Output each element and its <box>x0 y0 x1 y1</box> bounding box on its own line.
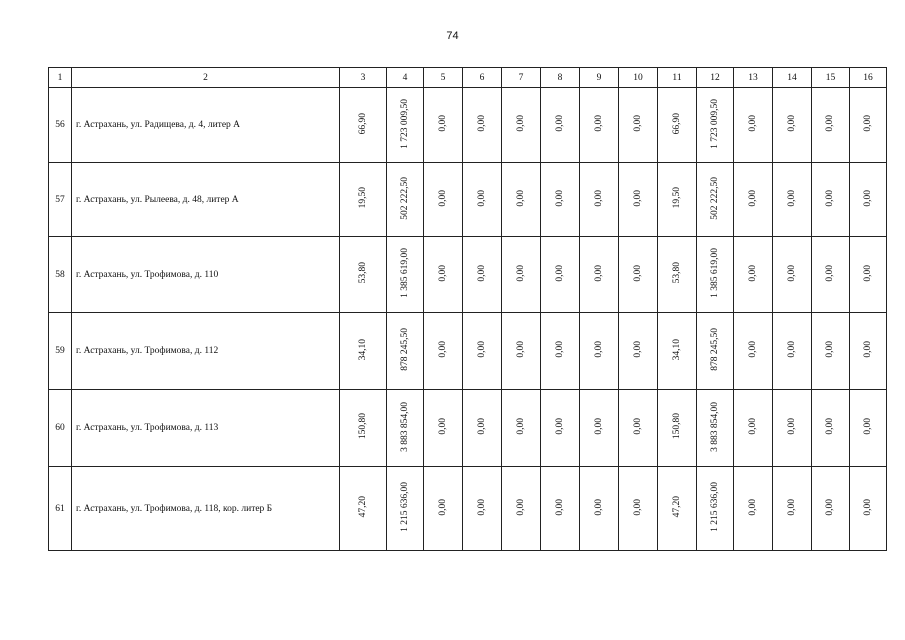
value-text: 0,00 <box>437 264 448 282</box>
value-cell <box>850 88 887 163</box>
value-cell <box>812 467 850 551</box>
value-cell <box>424 237 463 313</box>
value-text: 0,00 <box>593 264 604 282</box>
value-text: 0,00 <box>593 189 604 207</box>
table-row <box>49 163 887 237</box>
value-text: 0,00 <box>515 418 526 435</box>
value-text: 0,00 <box>554 115 565 132</box>
value-cell <box>697 467 734 551</box>
table-row <box>49 237 887 313</box>
value-text: 0,00 <box>593 418 604 435</box>
value-text: 0,00 <box>476 189 487 207</box>
value-cell <box>812 390 850 467</box>
value-text: 0,00 <box>747 189 758 207</box>
value-cell <box>580 88 619 163</box>
value-text: 0,00 <box>862 341 873 358</box>
value-text: 0,00 <box>825 264 835 282</box>
header-row <box>49 68 887 88</box>
value-cell <box>387 237 424 313</box>
value-text: 0,00 <box>632 189 643 207</box>
value-text: 0,00 <box>437 418 448 435</box>
value-cell <box>424 88 463 163</box>
value-text: 0,00 <box>515 189 526 207</box>
row-number: 58 <box>49 237 72 313</box>
value-cell <box>773 237 812 313</box>
table-row <box>49 313 887 390</box>
value-text: 66,90 <box>671 112 682 135</box>
value-cell <box>773 313 812 390</box>
col-header: 9 <box>580 68 619 88</box>
value-text: 1 723 009,50 <box>709 98 720 149</box>
value-text: 34,10 <box>357 338 368 361</box>
value-cell <box>850 390 887 467</box>
col-header: 5 <box>424 68 463 88</box>
value-cell <box>580 237 619 313</box>
value-text: 0,00 <box>747 341 758 358</box>
value-text: 0,00 <box>786 189 797 207</box>
value-cell <box>619 467 658 551</box>
address-cell: г. Астрахань, ул. Радищева, д. 4, литер А <box>72 88 340 163</box>
page-number: 74 <box>446 30 459 42</box>
value-cell <box>387 313 424 390</box>
value-text: 0,00 <box>786 418 797 435</box>
value-text: 0,00 <box>554 341 565 358</box>
value-cell <box>541 467 580 551</box>
value-text: 0,00 <box>554 418 565 435</box>
value-cell <box>658 467 697 551</box>
value-text: 0,00 <box>862 498 873 516</box>
value-cell <box>541 390 580 467</box>
value-cell <box>463 237 502 313</box>
value-text: 47,20 <box>671 496 682 518</box>
value-text: 1 385 619,00 <box>709 248 720 298</box>
value-text: 0,00 <box>437 498 448 516</box>
value-cell <box>850 163 887 237</box>
table-row <box>49 467 887 551</box>
value-text: 0,00 <box>437 115 448 132</box>
value-cell <box>812 88 850 163</box>
value-cell <box>658 237 697 313</box>
row-number: 57 <box>49 163 72 237</box>
row-number: 60 <box>49 390 72 467</box>
value-cell <box>387 88 424 163</box>
value-text: 0,00 <box>437 189 448 207</box>
value-cell <box>850 313 887 390</box>
value-text: 0,00 <box>747 264 758 282</box>
address-cell: г. Астрахань, ул. Трофимова, д. 113 <box>72 390 340 467</box>
value-cell <box>580 390 619 467</box>
value-text: 0,00 <box>632 498 643 516</box>
value-text: 0,00 <box>476 264 487 282</box>
value-cell <box>424 390 463 467</box>
value-cell <box>580 313 619 390</box>
value-cell <box>619 163 658 237</box>
value-cell <box>734 88 773 163</box>
value-cell <box>812 163 850 237</box>
value-cell <box>541 88 580 163</box>
value-cell <box>541 237 580 313</box>
value-text: 53,80 <box>671 262 682 284</box>
data-table <box>48 67 887 551</box>
value-text: 53,80 <box>357 262 368 284</box>
value-cell <box>580 467 619 551</box>
value-cell <box>697 88 734 163</box>
value-cell <box>502 163 541 237</box>
row-number: 56 <box>49 88 72 163</box>
value-cell <box>340 163 387 237</box>
value-text: 0,00 <box>825 341 835 358</box>
value-text: 1 723 009,50 <box>399 98 410 149</box>
value-text: 502 222,50 <box>709 176 720 220</box>
value-text: 0,00 <box>825 115 835 132</box>
value-cell <box>619 390 658 467</box>
value-cell <box>424 313 463 390</box>
value-cell <box>424 163 463 237</box>
value-cell <box>697 313 734 390</box>
col-header: 12 <box>697 68 734 88</box>
value-cell <box>424 467 463 551</box>
value-text: 150,80 <box>671 413 682 440</box>
value-cell <box>502 88 541 163</box>
value-text: 0,00 <box>825 418 835 435</box>
value-cell <box>463 163 502 237</box>
value-text: 19,50 <box>671 187 682 209</box>
value-text: 0,00 <box>747 115 758 132</box>
col-header: 15 <box>812 68 850 88</box>
value-text: 0,00 <box>632 115 643 132</box>
value-text: 0,00 <box>476 341 487 358</box>
value-cell <box>463 88 502 163</box>
address-cell: г. Астрахань, ул. Рылеева, д. 48, литер А <box>72 163 340 237</box>
value-cell <box>387 390 424 467</box>
value-text: 0,00 <box>593 341 604 358</box>
value-cell <box>658 390 697 467</box>
value-cell <box>850 467 887 551</box>
value-cell <box>340 467 387 551</box>
value-text: 878 245,50 <box>709 328 720 371</box>
value-cell <box>734 237 773 313</box>
col-header: 6 <box>463 68 502 88</box>
value-text: 0,00 <box>476 498 487 516</box>
value-text: 19,50 <box>357 187 368 209</box>
value-text: 878 245,50 <box>399 328 410 371</box>
value-text: 0,00 <box>593 498 604 516</box>
value-cell <box>697 237 734 313</box>
value-text: 66,90 <box>357 112 368 135</box>
value-text: 0,00 <box>632 264 643 282</box>
value-cell <box>812 237 850 313</box>
value-text: 0,00 <box>554 264 565 282</box>
value-text: 0,00 <box>825 498 835 516</box>
col-header: 8 <box>541 68 580 88</box>
value-cell <box>773 88 812 163</box>
value-cell <box>340 390 387 467</box>
value-cell <box>773 390 812 467</box>
value-text: 0,00 <box>632 341 643 358</box>
value-text: 0,00 <box>786 341 797 358</box>
col-header: 11 <box>658 68 697 88</box>
value-text: 0,00 <box>515 264 526 282</box>
value-text: 0,00 <box>554 498 565 516</box>
col-header: 16 <box>850 68 887 88</box>
value-cell <box>734 390 773 467</box>
value-cell <box>734 313 773 390</box>
row-number: 61 <box>49 467 72 551</box>
address-cell: г. Астрахань, ул. Трофимова, д. 112 <box>72 313 340 390</box>
value-cell <box>658 313 697 390</box>
col-header: 10 <box>619 68 658 88</box>
col-header: 1 <box>49 68 72 88</box>
value-text: 34,10 <box>671 338 682 361</box>
value-text: 0,00 <box>554 189 565 207</box>
value-cell <box>812 313 850 390</box>
value-text: 1 215 636,00 <box>399 482 410 532</box>
value-text: 0,00 <box>862 418 873 435</box>
value-cell <box>387 163 424 237</box>
value-cell <box>619 237 658 313</box>
value-text: 0,00 <box>476 418 487 435</box>
value-text: 0,00 <box>515 498 526 516</box>
value-cell <box>697 390 734 467</box>
row-number: 59 <box>49 313 72 390</box>
value-text: 0,00 <box>862 115 873 132</box>
value-text: 502 222,50 <box>399 176 410 220</box>
col-header: 4 <box>387 68 424 88</box>
value-cell <box>340 88 387 163</box>
value-cell <box>502 313 541 390</box>
value-text: 47,20 <box>357 496 368 518</box>
value-cell <box>463 390 502 467</box>
value-cell <box>734 163 773 237</box>
address-cell: г. Астрахань, ул. Трофимова, д. 110 <box>72 237 340 313</box>
value-text: 0,00 <box>747 418 758 435</box>
value-cell <box>502 237 541 313</box>
value-cell <box>340 313 387 390</box>
value-text: 3 883 854,00 <box>709 401 720 452</box>
table-row <box>49 88 887 163</box>
value-text: 0,00 <box>786 264 797 282</box>
value-cell <box>619 88 658 163</box>
value-cell <box>387 467 424 551</box>
value-text: 0,00 <box>747 498 758 516</box>
value-cell <box>463 313 502 390</box>
value-text: 0,00 <box>632 418 643 435</box>
value-cell <box>773 163 812 237</box>
value-text: 0,00 <box>786 498 797 516</box>
value-cell <box>658 88 697 163</box>
value-text: 0,00 <box>515 341 526 358</box>
value-cell <box>541 313 580 390</box>
value-cell <box>541 163 580 237</box>
value-text: 1 385 619,00 <box>399 248 410 298</box>
value-cell <box>773 467 812 551</box>
value-cell <box>463 467 502 551</box>
address-cell: г. Астрахань, ул. Трофимова, д. 118, кор. литер Б <box>72 467 340 551</box>
value-cell <box>734 467 773 551</box>
col-header: 13 <box>734 68 773 88</box>
value-cell <box>850 237 887 313</box>
value-cell <box>502 390 541 467</box>
value-text: 150,80 <box>357 413 368 440</box>
value-text: 0,00 <box>437 341 448 358</box>
col-header: 3 <box>340 68 387 88</box>
value-text: 0,00 <box>862 189 873 207</box>
value-cell <box>697 163 734 237</box>
value-text: 0,00 <box>515 115 526 132</box>
col-header: 7 <box>502 68 541 88</box>
value-text: 0,00 <box>825 189 835 207</box>
value-text: 0,00 <box>593 115 604 132</box>
value-text: 0,00 <box>862 264 873 282</box>
value-cell <box>340 237 387 313</box>
value-text: 0,00 <box>476 115 487 132</box>
col-header: 2 <box>72 68 340 88</box>
value-text: 0,00 <box>786 115 797 132</box>
value-text: 3 883 854,00 <box>399 401 410 452</box>
col-header: 14 <box>773 68 812 88</box>
value-cell <box>658 163 697 237</box>
value-text: 1 215 636,00 <box>709 482 720 532</box>
table-row <box>49 390 887 467</box>
value-cell <box>502 467 541 551</box>
value-cell <box>619 313 658 390</box>
value-cell <box>580 163 619 237</box>
